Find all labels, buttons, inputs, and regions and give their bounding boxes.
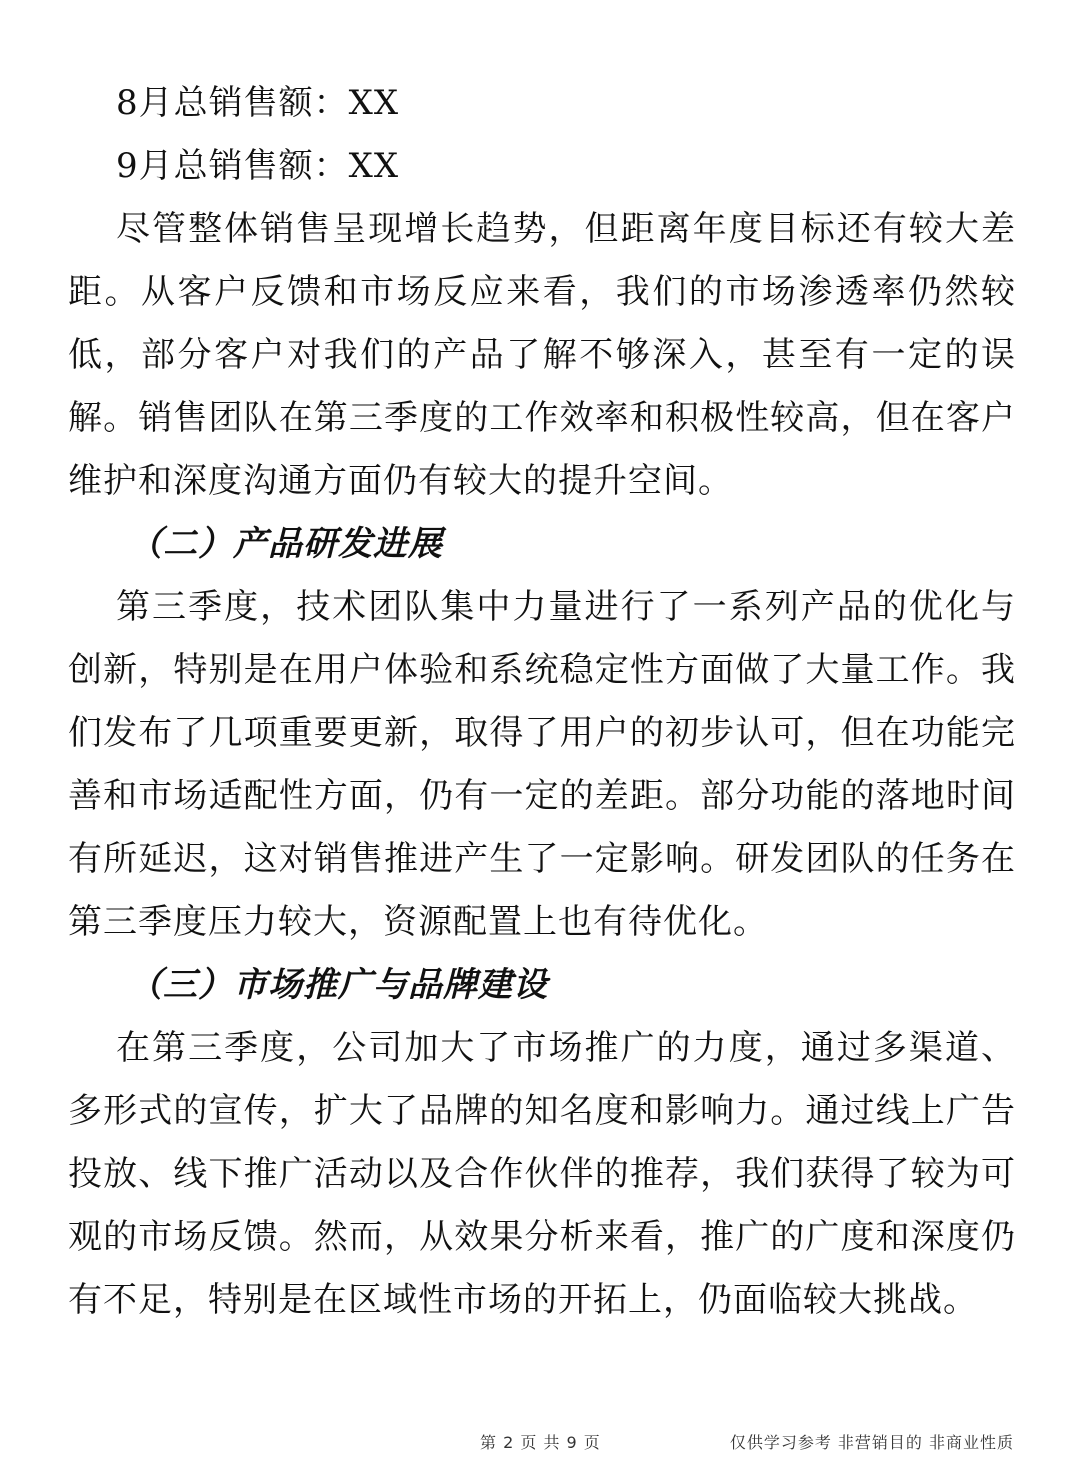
page-number: 第 2 页 共 9 页 bbox=[480, 1433, 601, 1452]
section-heading-product-rd: （二）产品研发进展 bbox=[128, 524, 443, 564]
september-sales-line: 9月总销售额：XX bbox=[116, 146, 400, 186]
document-body bbox=[68, 72, 1016, 1332]
usage-notice: 仅供学习参考 非营销目的 非商业性质 bbox=[729, 1433, 1014, 1452]
marketing-paragraph: 在第三季度，公司加大了市场推广的力度，通过多渠道、多形式的宣传，扩大了品牌的知名度和影响力。通过线上广告投放、线下推广活动以及合作伙伴的推荐，我们获得了较为可观的市场反馈。然而，从效果分析来看，推广的广度和深度仍有不足，特别是在区域性市场的开拓上，仍面临较大挑战。 bbox=[68, 1028, 1016, 1320]
section-heading-marketing: （三）市场推广与品牌建设 bbox=[128, 965, 548, 1005]
august-sales-line: 8月总销售额：XX bbox=[116, 83, 400, 123]
product-rd-paragraph: 第三季度，技术团队集中力量进行了一系列产品的优化与创新，特别是在用户体验和系统稳定性方面做了大量工作。我们发布了几项重要更新，取得了用户的初步认可，但在功能完善和市场适配性方面，仍有一定的差距。部分功能的落地时间有所延迟，这对销售推进产生了一定影响。研发团队的任务在第三季度压力较大，资源配置上也有待优化。 bbox=[68, 587, 1016, 942]
page-footer bbox=[0, 1430, 1080, 1454]
sales-summary-paragraph: 尽管整体销售呈现增长趋势，但距离年度目标还有较大差距。从客户反馈和市场反应来看，我们的市场渗透率仍然较低，部分客户对我们的产品了解不够深入，甚至有一定的误解。销售团队在第三季度的工作效率和积极性较高，但在客户维护和深度沟通方面仍有较大的提升空间。 bbox=[68, 209, 1016, 501]
